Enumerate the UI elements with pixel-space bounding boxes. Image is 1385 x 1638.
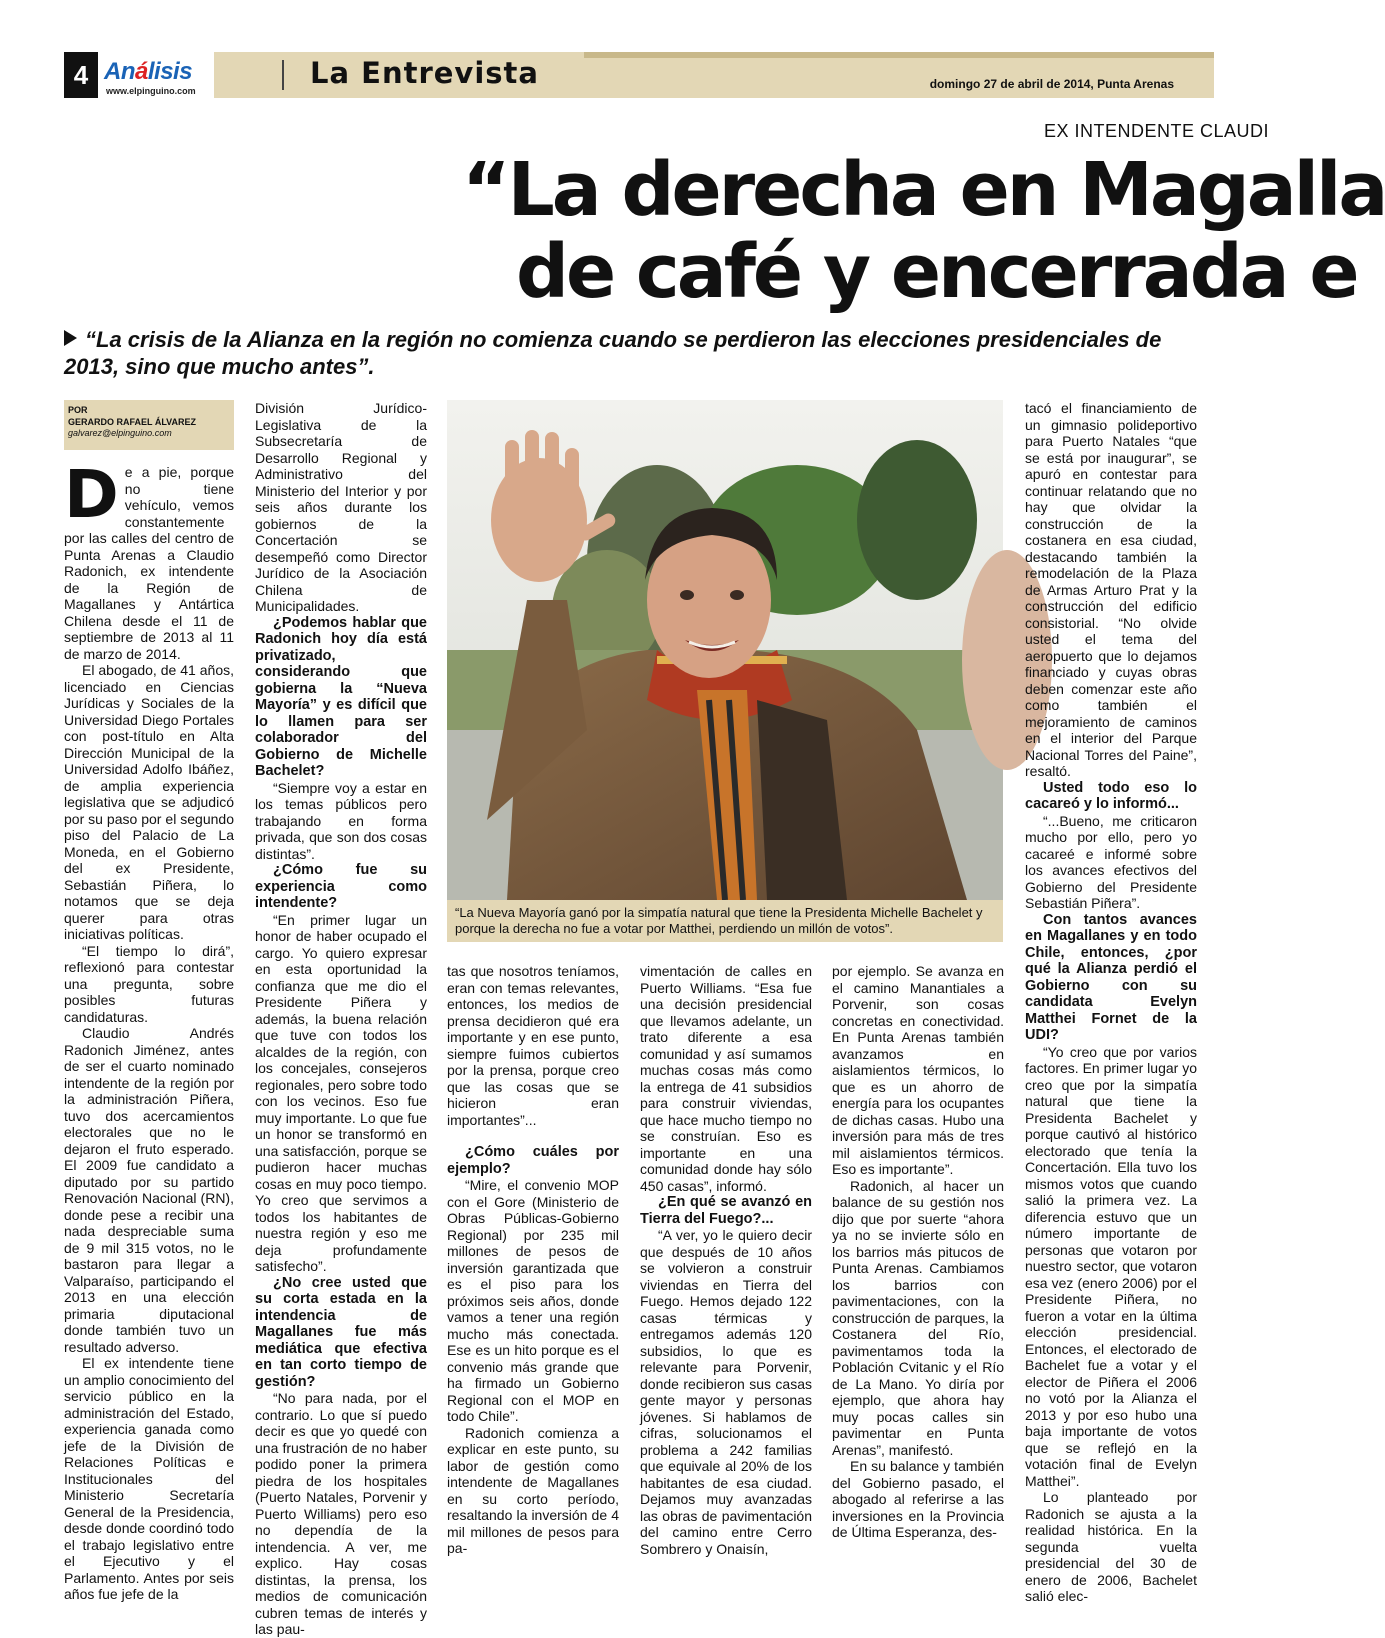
header-accent-strip [584, 52, 1214, 58]
paragraph: tacó el financiamiento de un gimnasio polideportivo para Puerto Natales “que se está por inaugurar”, se apuró en contestar para continuar relatando que no hay que olvidar la construcción de la costanera en esa ciudad, destacando también la remodelación de la Plaza de Armas Arturo Prat y la construcción del edificio consistorial. “No olvide usted el tema del aeropuerto que lo dejamos financiado y cuyas obras deben comenzar este año como también el mejoramiento de caminos en el interior del Parque Nacional Torres del Paine”, resaltó. [1025, 400, 1197, 779]
byline-email[interactable]: galvarez@elpinguino.com [68, 428, 172, 438]
paragraph: En su balance y también del Gobierno pasado, el abogado al referirse a las inversiones en la Provincia de Última Esperanza, des- [832, 1458, 1004, 1540]
photo-caption: “La Nueva Mayoría ganó por la simpatía natural que tiene la Presidenta Michelle Bachelet y porque la derecha no fue a votar por Matthei, perdiendo un millón de votos”. [447, 900, 1003, 942]
interview-question: Usted todo eso lo cacareó y lo informó... [1025, 779, 1197, 812]
paragraph: División Jurídico-Legislativa de la Subsecretaría de Desarrollo Regional y Administrativo del Ministerio del Interior y por seis años durante los gobiernos de la Concertación se desempeñó como Director Jurídico de la Asociación Chilena de Municipalidades. [255, 400, 427, 614]
drop-cap: D [64, 456, 119, 533]
paragraph: De a pie, porque no tiene vehículo, vemos constantemente por las calles del centro de Punta Arenas a Claudio Radonich, ex intendente de la Región de Magallanes y Antártica Chilena desde el 11 de septiembre de 2013 al 11 de marzo de 2014. [64, 456, 234, 662]
paragraph: “Mire, el convenio MOP con el Gore (Ministerio de Obras Públicas-Gobierno Regional) por 235 mil millones de pesos de inversión garantizada que es el piso para los próximos seis años, donde vamos a tener una región mucho más conectada. Ese es un hito porque es el convenio más grande que ha firmado un Gobierno Regional con el MOP en todo Chile”. [447, 1177, 619, 1424]
paragraph: por ejemplo. Se avanza en el camino Manantiales a Porvenir, son cosas concretas en conectividad. En Punta Arenas también avanzamos en aislamientos térmicos, lo que es un ahorro de energía para los ocupantes de dichas casas. Hubo una inversión para más de tres mil aislamientos térmicos. Eso es importante”. [832, 963, 1004, 1177]
byline-box [64, 400, 234, 450]
paragraph: Radonich comienza a explicar en este punto, su labor de gestión como intendente de Magallanes en su corto período, resaltando la inversión de 4 mil millones de pesos para pa- [447, 1424, 619, 1556]
interview-question: ¿En qué se avanzó en Tierra del Fuego?... [640, 1194, 812, 1227]
byline-author: GERARDO RAFAEL ÁLVAREZ [68, 417, 197, 427]
article-column-3 [447, 963, 619, 1556]
paragraph: El ex intendente tiene un amplio conocimiento del servicio público en la administración del Estado, experiencia ganada como jefe de la División de Relaciones Políticas e Institucionales del Ministerio Secretaría General de la Presidencia, desde donde coordinó todo el trabajo legislativo entre el Ejecutivo y el Parlamento. Antes por seis años fue jefe de la [64, 1355, 234, 1602]
page-header [64, 52, 1214, 98]
paragraph: “...Bueno, me criticaron mucho por ello, pero yo cacareé e informé sobre los avances efectivos del Gobierno del Presidente Sebastián Piñera”. [1025, 812, 1197, 911]
header-divider [282, 60, 284, 90]
paragraph: Radonich, al hacer un balance de su gestión nos dijo que por suerte “ahora ya no se invierte sólo en los barrios más pitucos de Punta Arenas. Cambiamos los barrios con pavimentaciones, con la construcción de parques, la Costanera del Río, pavimentamos toda la Población Cvitanic y el Río de La Mano. Yo diría por ejemplo, que ahora hay muy pocas calles sin pavimentar en Punta Arenas”, manifestó. [832, 1177, 1004, 1458]
headline-line-1: “La derecha en Magalla [462, 147, 1385, 233]
page-number: 4 [64, 52, 98, 98]
paragraph: “Siempre voy a estar en los temas públicos pero trabajando en forma privada, que son dos cosas distintas”. [255, 779, 427, 862]
paragraph: Claudio Andrés Radonich Jiménez, antes de ser el cuarto nominado intendente de la región por la administración Piñera, tuvo dos acercamientos electorales que no le dejaron el fruto esperado. El 2009 fue candidato a diputado por su partido Renovación Nacional (RN), donde pese a recibir una nada despreciable suma de 9 mil 315 votos, no le bastaron para llegar a Valparaíso, participando el 2013 en una elección primaria diputacional donde también tuvo un resultado adverso. [64, 1025, 234, 1355]
article-kicker: EX INTENDENTE CLAUDI [1044, 121, 1270, 141]
paragraph: “A ver, yo le quiero decir que después de 10 años se volvieron a construir viviendas en Tierra del Fuego. Hemos dejado 122 casas térmicas y entregamos además 120 subsidios, lo que es relevante para Porvenir, donde recibieron sus casas gente mayor y personas jóvenes. Si hablamos de cifras, solucionamos el problema a 242 familias que equivale al 20% de los habitantes de esa ciudad. Dejamos muy avanzadas las obras de pavimentación del camino entre Cerro Sombrero y Onaisín, [640, 1227, 812, 1557]
interview-question: ¿Cómo fue su experiencia como intendente? [255, 862, 427, 911]
paragraph: vimentación de calles en Puerto Williams. “Esa fue una decisión presidencial que llevamos adelante, un trato diferente a esa comunidad y así sumamos muchas cosas más como la entrega de 41 subsidios para construir viviendas, que hace mucho tiempo no se construían. Eso es importante en una comunidad donde hay sólo 450 casas”, informó. [640, 963, 812, 1194]
paragraph: El abogado, de 41 años, licenciado en Ciencias Jurídicas y Sociales de la Universidad Diego Portales con post-título en Alta Dirección Municipal de la Universidad Adolfo Ibáñez, de amplia experiencia legislativa que se adjudicó por su paso por el segundo piso del Palacio de La Moneda, en el Gobierno del ex Presidente, Sebastián Piñera, lo notamos que se deja querer para otras iniciativas políticas. [64, 662, 234, 942]
article-subhead: “La crisis de la Alianza en la región no comienza cuando se perdieron las elecciones presidenciales de 2013, sino que mucho antes”. [64, 327, 1162, 379]
section-title: La Entrevista [310, 56, 539, 90]
logo-url: www.elpinguino.com [106, 86, 196, 96]
interview-question: ¿Cómo cuáles por ejemplo? [447, 1144, 619, 1177]
paragraph: tas que nosotros teníamos, eran con temas relevantes, entonces, los medios de prensa decidieron qué era importante y en ese punto, siempre fuimos cubiertos por la prensa, porque creo que las cosas que se hicieron eran importantes”... [447, 963, 619, 1128]
issue-date: domingo 27 de abril de 2014, Punta Arenas [929, 77, 1174, 91]
interview-question: Con tantos avances en Magallanes y en todo Chile, entonces, ¿por qué la Alianza perdió el Gobierno con su candidata Evelyn Matthei Fornet de la UDI? [1025, 911, 1197, 1043]
headline-line-2: de café y encerrada e [516, 229, 1357, 315]
paragraph: “No para nada, por el contrario. Lo que sí puedo decir es que yo quedé con una frustración de no haber podido poner la primera piedra de los hospitales (Puerto Natales, Porvenir y Puerto Williams) pero eso no dependía de la intendencia. A ver, me explico. Hay cosas distintas, la prensa, los medios de comunicación cubren temas de interés y las pau- [255, 1390, 427, 1637]
interview-question: ¿Podemos hablar que Radonich hoy día está privatizado, considerando que gobierna la “Nueva Mayoría” y es difícil que lo llamen para ser colaborador del Gobierno de Michelle Bachelet? [255, 614, 427, 779]
interview-question: ¿No cree usted que su corta estada en la intendencia de Magallanes fue más mediática que efectiva en tan corto tiempo de gestión? [255, 1274, 427, 1390]
article-column-6 [1025, 400, 1197, 1604]
newspaper-logo[interactable] [104, 58, 224, 96]
logo-wordmark: Análisis [104, 58, 193, 85]
article-column-2 [255, 400, 427, 1637]
photo-man-waving [447, 400, 1003, 900]
byline-por: POR [68, 405, 88, 415]
paragraph: “Yo creo que por varios factores. En primer lugar yo creo que por la simpatía natural que tiene la Presidenta Bachelet y porque cautivó al histórico electorado que tenía la Concertación. Ella tuvo los mismos votos que cuando salió la primera vez. La diferencia estuvo que un número importante de personas que votaron por nuestro sector, que votaron esa vez (enero 2006) por el Presidente Piñera, no fueron a votar en la última elección presidencial. Entonces, el electorado de Bachelet fue a votar y el elector de Piñera el 2006 no votó por la Alianza el 2013 y por eso hubo una baja importante de votos que se reflejó en la votación final de Evelyn Matthei”. [1025, 1043, 1197, 1489]
triangle-bullet-icon [64, 330, 77, 346]
article-column-5 [832, 963, 1004, 1540]
article-column-4 [640, 963, 812, 1557]
article-column-1 [64, 456, 234, 1602]
interview-photo [447, 400, 1003, 900]
paragraph: “En primer lugar un honor de haber ocupado el cargo. Yo quiero expresar en esta oportunidad la confianza que me dio el Presidente Piñera y además, la buena relación que tuve con todos los alcaldes de la región, con los concejales, consejeros regionales, pero sobre todo con los vecinos. Eso fue muy importante. Lo que fue un honor se transformó en una satisfacción, porque se pudieron hacer muchas cosas en muy poco tiempo. Yo creo que servimos a todos los habitantes de nuestra región y eso me deja profundamente satisfecho”. [255, 911, 427, 1274]
paragraph: “El tiempo lo dirá”, reflexionó para contestar una pregunta, sobre posibles futuras candidaturas. [64, 942, 234, 1025]
paragraph: Lo planteado por Radonich se ajusta a la realidad histórica. En la segunda vuelta presidencial del 30 de enero de 2006, Bachelet salió elec- [1025, 1489, 1197, 1604]
